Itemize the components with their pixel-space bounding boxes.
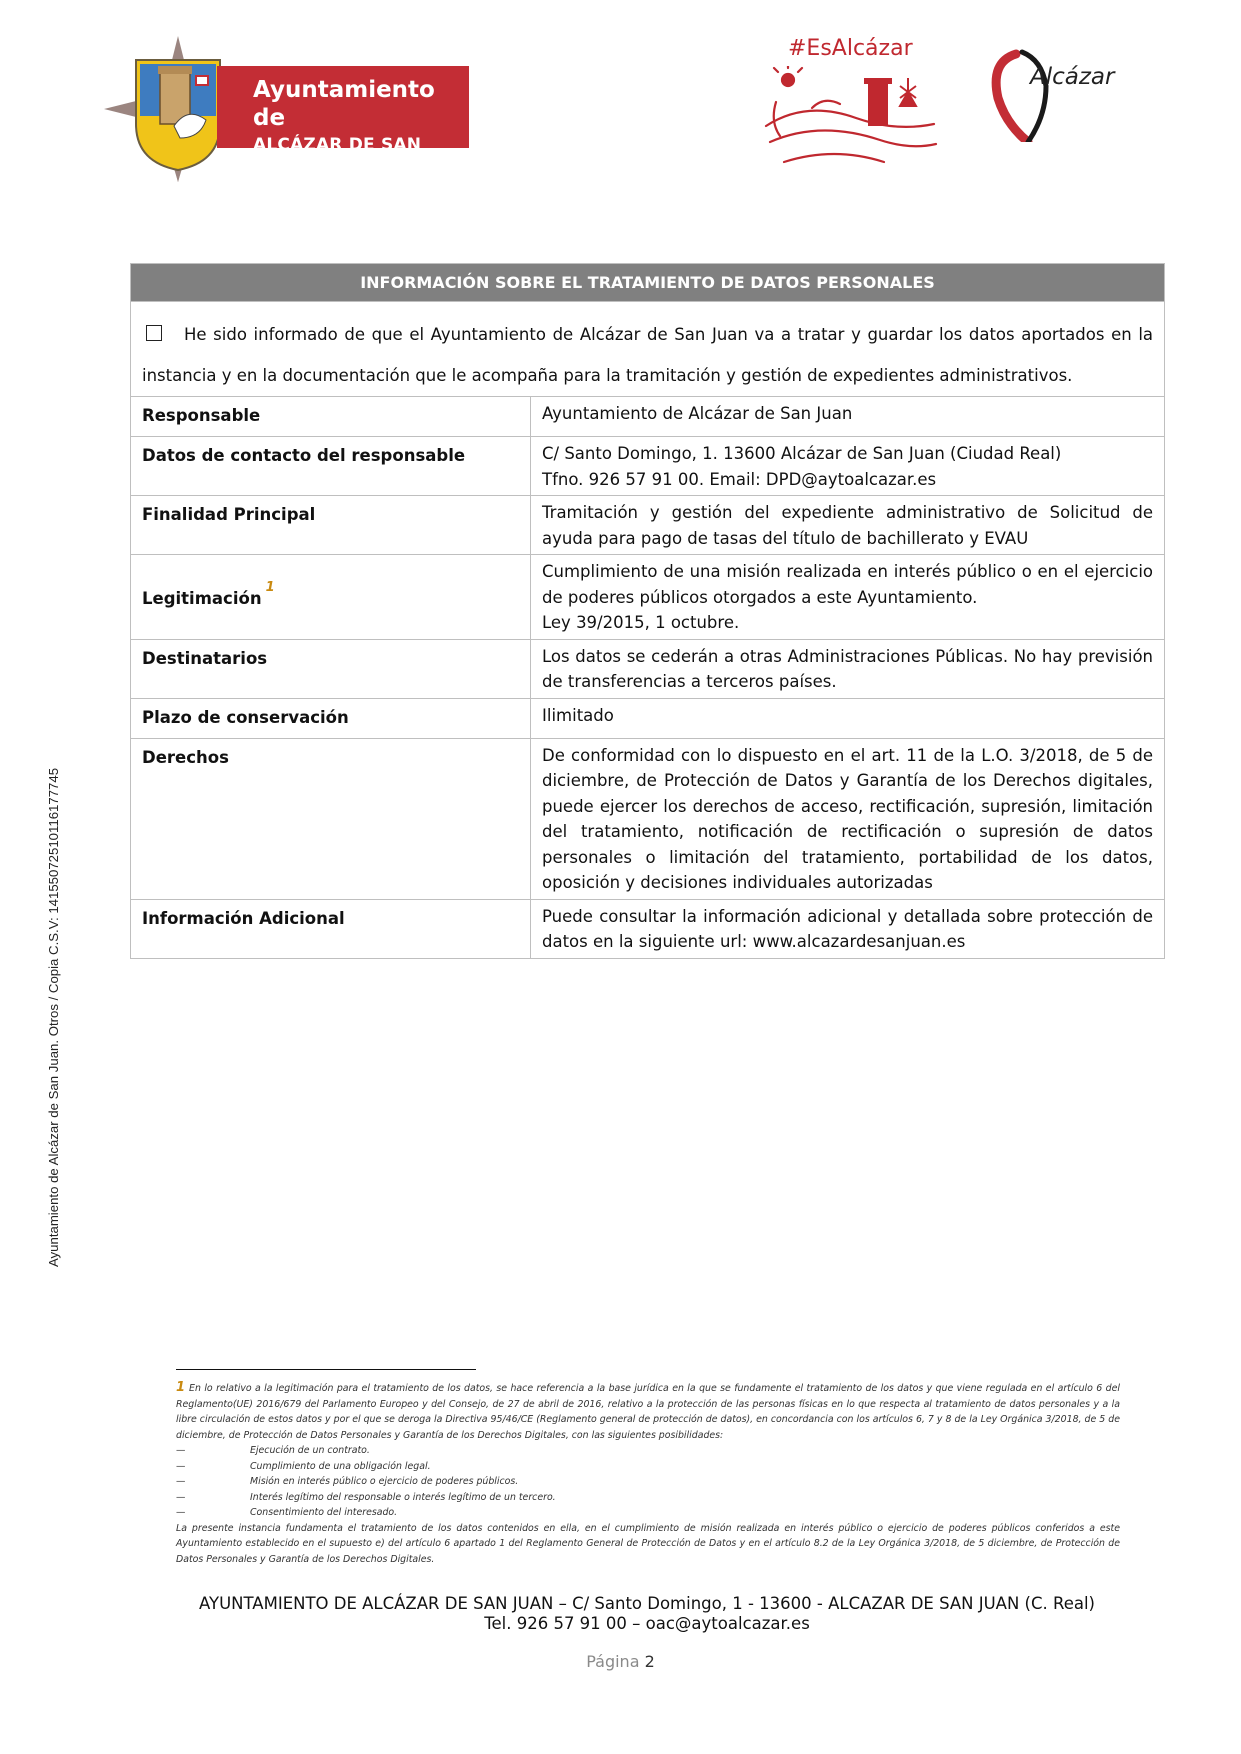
table-row <box>131 639 1165 698</box>
option-text: Ejecución de un contrato. <box>250 1445 370 1456</box>
row-value <box>531 639 1165 698</box>
table-title: INFORMACIÓN SOBRE EL TRATAMIENTO DE DATOS PERSONALES <box>131 264 1165 302</box>
option-text: Interés legítimo del responsable o interés legítimo de un tercero. <box>250 1491 556 1503</box>
footnote-option <box>176 1474 1120 1490</box>
row-label: Responsable <box>131 397 531 437</box>
footnote <box>176 1380 1120 1567</box>
consent-checkbox[interactable] <box>146 325 162 341</box>
alcazar-heart-logo <box>968 42 1118 142</box>
dash-mark: — <box>176 1476 186 1487</box>
footer-line-1: AYUNTAMIENTO DE ALCÁZAR DE SAN JUAN – C/ Santo Domingo, 1 - 13600 - ALCAZAR DE SAN JUAN (C. Real) <box>199 1594 1095 1613</box>
consent-cell <box>131 302 1165 397</box>
value-line: C/ Santo Domingo, 1. 13600 Alcázar de San Juan (Ciudad Real) <box>542 444 1062 463</box>
table-row <box>131 698 1165 738</box>
side-csv-text: Ayuntamiento de Alcázar de San Juan. Otros / Copia C.S.V: 14155072510116177745 <box>46 767 61 1267</box>
row-label: Plazo de conservación <box>131 698 531 738</box>
row-label: Destinatarios <box>131 639 531 698</box>
value-line: Ilimitado <box>542 705 614 725</box>
brand-banner <box>217 66 469 181</box>
option-text: Consentimiento del interesado. <box>250 1507 398 1518</box>
dash-mark: — <box>176 1491 186 1503</box>
page-label: Página <box>586 1652 640 1671</box>
table-row <box>131 738 1165 899</box>
row-label-text: Legitimación <box>142 589 262 609</box>
value-line: Tramitación y gestión del expediente administrativo de Solicitud de ayuda para pago de tasas del título de bachillerato y EVAU <box>542 503 1154 548</box>
footnote-separator <box>176 1369 476 1370</box>
value-line: De conformidad con lo dispuesto en el art. 11 de la L.O. 3/2018, de 5 de diciembre, de Protección de Datos y Garantía de los Derechos digitales, puede ejercer los derechos de acceso, rectificación, supresión, limitación del tratamiento, notificación de rectificación o supresión de datos personales o limitación del tratamiento, portabilidad de los datos, oposición y decisiones individuales autorizadas <box>542 745 1154 892</box>
footnote-option <box>176 1505 1120 1521</box>
option-text: Cumplimiento de una obligación legal. <box>250 1460 431 1472</box>
footnote-option <box>176 1490 1120 1506</box>
table-row <box>131 496 1165 555</box>
footer-line-2: Tel. 926 57 91 00 – oac@aytoalcazar.es <box>484 1614 810 1633</box>
value-line: Los datos se cederán a otras Administraciones Públicas. No hay previsión de transferencias a terceros países. <box>542 646 1154 691</box>
table-row <box>131 397 1165 437</box>
row-label: Datos de contacto del responsable <box>131 437 531 496</box>
row-value <box>531 555 1165 640</box>
dash-mark: — <box>176 1507 186 1518</box>
checkbox-row <box>131 302 1165 397</box>
row-value <box>531 437 1165 496</box>
table-row <box>131 899 1165 958</box>
page-number <box>0 1652 1241 1671</box>
footnote-number: 1 <box>176 1380 186 1395</box>
table-row <box>131 555 1165 640</box>
value-line: Puede consultar la información adicional y detallada sobre protección de datos en la siguiente url: www.alcazardesanjuan.es <box>542 906 1154 951</box>
footnote-reference[interactable]: 1 <box>265 580 275 596</box>
dash-mark: — <box>176 1460 186 1472</box>
dash-mark: — <box>176 1445 186 1456</box>
row-label: Información Adicional <box>131 899 531 958</box>
row-value <box>531 698 1165 738</box>
page-number-value: 2 <box>644 1652 655 1671</box>
hashtag-text: #EsAlcázar <box>788 36 913 61</box>
data-protection-table <box>130 263 1165 959</box>
table-row <box>131 437 1165 496</box>
row-label: Derechos <box>131 738 531 899</box>
alcazar-logo-word: Alcázar <box>1030 64 1115 90</box>
city-illustration-logo <box>760 66 940 172</box>
row-value <box>531 496 1165 555</box>
footnote-option <box>176 1459 1120 1475</box>
footnote-option <box>176 1443 1120 1459</box>
row-value <box>531 397 1165 437</box>
footnote-closing: La presente instancia fundamenta el tratamiento de los datos contenidos en ella, en el cumplimiento de misión realizada en interés público o ejercicio de poderes públicos conferidos a este Ayuntamiento establecido en el supuesto e) del artículo 6 apartado 1 del Reglamento General de Protección de Datos y en el artículo 8.2 de la Ley Orgánica 3/2018, de 5 diciembre, de Protección de Datos Personales y Garantía de los Derechos Digitales. <box>176 1522 1120 1565</box>
option-text: Misión en interés público o ejercicio de poderes públicos. <box>250 1476 519 1487</box>
row-label: Finalidad Principal <box>131 496 531 555</box>
footnote-intro: En lo relativo a la legitimación para el tratamiento de los datos, se hace referencia a la base jurídica en la que se fundamente el tratamiento de los datos y que viene regulada en el artículo 6 del Reglamento(UE) 2016/679 del Parlamento Europeo y del Consejo, de 27 de abril de 2016, relativo a la protección de las personas físicas en lo que respecta al tratamiento de datos personales y a la libre circulación de estos datos y por el que se deroga la Directiva 95/46/CE (Reglamento general de protección de datos), en concordancia con los artículos 6, 7 y 8 de la Ley Orgánica 3/2018, de 5 de diciembre, de Protección de Datos Personales y Garantía de los Derechos Digitales, con las siguientes posibilidades: <box>176 1383 1120 1441</box>
row-value <box>531 899 1165 958</box>
value-line: Tfno. 926 57 91 00. Email: DPD@aytoalcazar.es <box>542 469 937 489</box>
value-line: Ayuntamiento de Alcázar de San Juan <box>542 404 853 423</box>
consent-text: He sido informado de que el Ayuntamiento de Alcázar de San Juan va a tratar y guardar los datos aportados en la instancia y en la documentación que le acompaña para la tramitación y gestión de expedientes administrativos. <box>142 325 1154 385</box>
brand-line-2: ALCÁZAR DE SAN JUAN <box>253 135 422 181</box>
row-value <box>531 738 1165 899</box>
table-header-row <box>131 264 1165 302</box>
row-label <box>131 555 531 640</box>
value-line: Cumplimiento de una misión realizada en interés público o en el ejercicio de poderes públicos otorgados a este Ayuntamiento. <box>542 562 1154 607</box>
value-line: Ley 39/2015, 1 octubre. <box>542 613 740 632</box>
footer-address <box>130 1594 1164 1634</box>
brand-line-1: Ayuntamiento de <box>253 77 435 131</box>
